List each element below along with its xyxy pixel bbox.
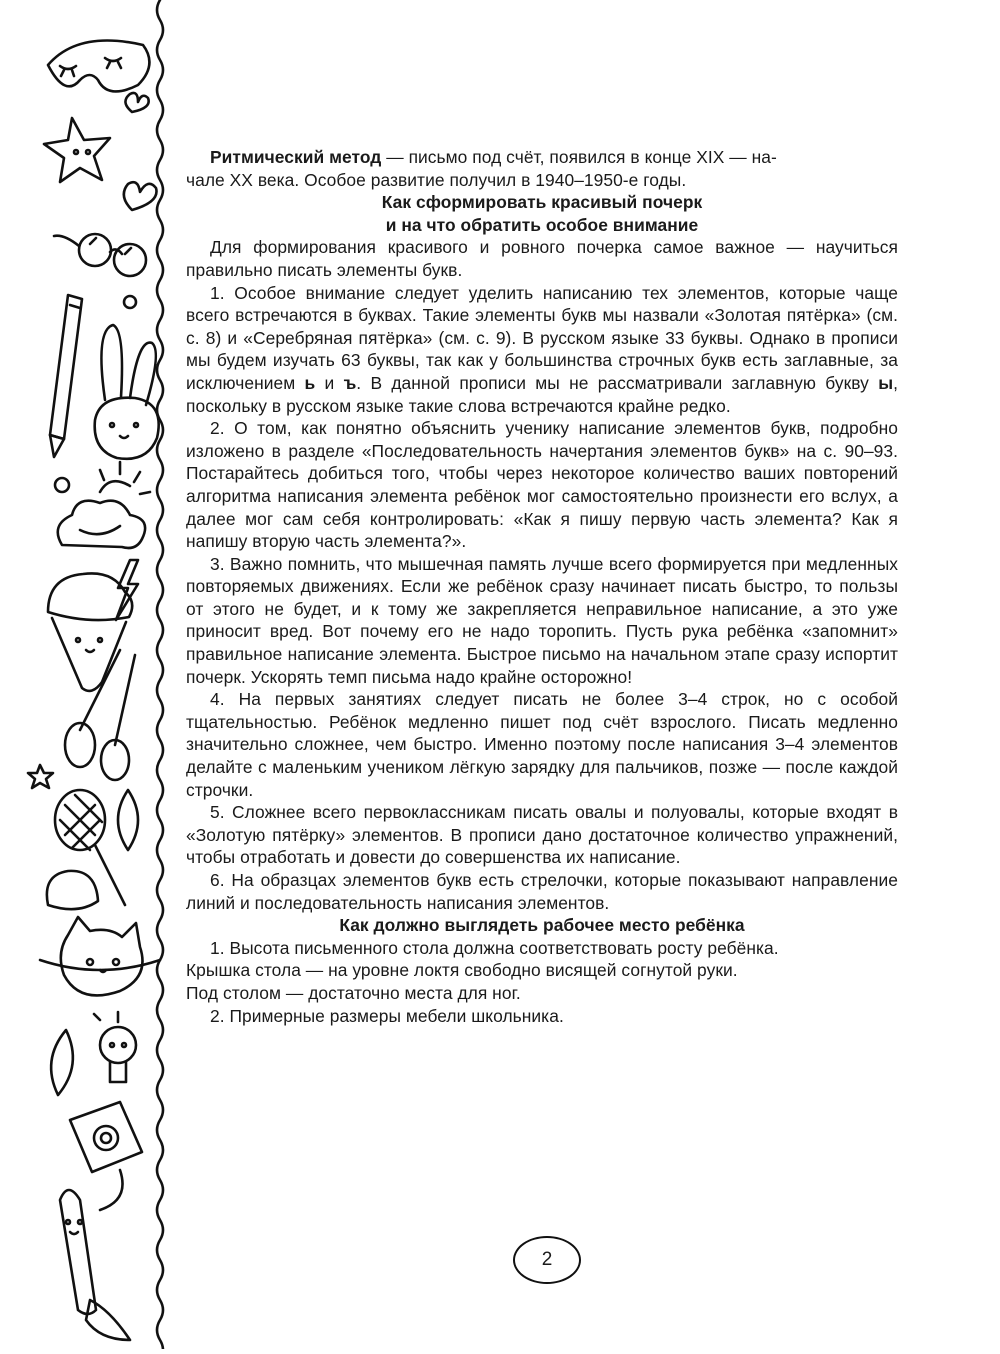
- ice-cream-icon: [48, 573, 132, 691]
- intro-lead-term: Ритмический метод: [210, 147, 382, 167]
- wavy-border-line: [157, 0, 163, 1349]
- sun-cloud-icon: [55, 462, 150, 548]
- dot-icon: [124, 296, 136, 308]
- paragraph: Для формирования красивого и ровного почерка самое важное — научиться правильно писать элементы букв.: [186, 237, 898, 280]
- letter-soft-sign: ь: [304, 372, 316, 393]
- decorative-doodle-strip: [0, 0, 170, 1349]
- letter-hard-sign: ъ: [343, 372, 357, 393]
- lightning-icon: [116, 560, 138, 620]
- bunny-icon: [95, 325, 159, 459]
- letter-yery: ы: [878, 372, 894, 393]
- paragraph-text: 1. Особое внимание следует уделить написанию тех элементов, которые чаще всего встречаются в буквах. Такие элементы букв мы назвали «Золотая пятёрка» (см. с. 8) и «Серебряная пятёрка» (см. с. 9). В русском языке 33 буквы. Однако в прописи мы будем изучать 63 буквы, так как у большинства строчных букв есть заглавные, за исключением: [186, 282, 898, 393]
- workplace-line: 1. Высота письменного стола должна соответствовать росту ребёнка.: [210, 937, 779, 958]
- paragraph-item-3: 3. Важно помнить, что мышечная память лучше всего формируется при медленных повторяемых движениях. Если же ребёнок сразу начинает писать быстро, то пользы от этого не будет, и к тому же закрепляется неправильное написание, а это уже приносит вред. Вот почему его не надо торопить. Пусть рука ребёнка «запомнит» правильное написание элемента. Быстрое письмо на начальном этапе сразу испортит почерк. Ускорять темп письма надо крайне осторожно!: [186, 553, 898, 687]
- intro-text-line: чале XX века. Особое развитие получил в 1940–1950-е годы.: [186, 169, 687, 190]
- heading-line: Как сформировать красивый почерк: [381, 192, 703, 213]
- glasses-icon: [54, 234, 146, 276]
- star-small-icon: [28, 765, 53, 788]
- heart-icon: [125, 93, 148, 112]
- intro-paragraph: [186, 146, 898, 191]
- section-heading-workplace: Как должно выглядеть рабочее место ребёнка: [339, 915, 745, 936]
- camera-icon: [70, 1102, 142, 1210]
- paragraph-item-1: [186, 282, 898, 418]
- leaf-icon: [118, 790, 138, 850]
- paragraph-item-6: 6. На образцах элементов букв есть стрелочки, которые показывают направление линий и последовательность написания элементов.: [186, 870, 898, 913]
- leaf-icon: [51, 1030, 73, 1095]
- punctuation: .: [356, 372, 362, 393]
- workplace-line: Под столом — достаточно места для ног.: [186, 982, 521, 1003]
- paragraph-item-5: 5. Сложнее всего первоклассникам писать овалы и полуовалы, которые входят в «Золотую пятёрку» элементов. В прописи дано достаточное количество упражнений, чтобы отработать и довести до совершенства их написание.: [186, 802, 898, 868]
- light-bulb-icon: [94, 1012, 136, 1082]
- workplace-line: Крышка стола — на уровне локтя свободно висящей согнутой руки.: [186, 960, 738, 981]
- paragraph-text: , поскольку в русском языке такие слова встречаются крайне редко.: [186, 372, 898, 416]
- heart-icon: [124, 182, 157, 210]
- cat-icon: [40, 917, 160, 995]
- star-icon: [44, 118, 110, 182]
- pencil-icon: [50, 295, 82, 457]
- sleep-mask-icon: [48, 41, 149, 92]
- page-number: 2: [541, 1249, 553, 1270]
- paragraph-item-2: 2. О том, как понятно объяснить ученику написание элементов букв, подробно изложено в разделе «Последовательность начертания элементов букв» на с. 90–93. Постарайтесь добиться того, чтобы через некоторое количество ваших повторений алгоритма написания элемента ребёнок мог самостоятельно произнести его вслух, а далее мог сам себя контролировать: «Как я пишу первую часть элемента? Как я напишу вторую часть элемента?».: [186, 418, 898, 552]
- intro-text-line: — письмо под счёт, появился в конце XIX — на-: [381, 147, 777, 167]
- paragraph-text: В данной прописи мы не рассматривали заглавную букву: [361, 372, 879, 393]
- page-number-badge: [513, 1236, 581, 1284]
- tennis-racket-icon: [55, 790, 125, 905]
- workplace-line: 2. Примерные размеры мебели школьника.: [210, 1005, 564, 1026]
- scissors-icon: [65, 650, 135, 780]
- heading-line: и на что обратить особое внимание: [385, 214, 699, 235]
- main-content: [186, 146, 898, 1027]
- shell-icon: [47, 871, 98, 909]
- paragraph-item-4: 4. На первых занятиях следует писать не более 3–4 строк, но с особой тщательностью. Ребёнок медленно пишет под счёт взрослого. Писать медленно значительно сложнее, чем быстро. Именно поэтому после написания 3–4 элементов делайте с маленьким учеником лёгкую зарядку для пальчиков, позже — после каждой строчки.: [186, 689, 898, 800]
- section-heading-handwriting: [186, 191, 898, 236]
- conjunction: и: [315, 372, 344, 393]
- paint-brush-icon: [60, 1190, 130, 1340]
